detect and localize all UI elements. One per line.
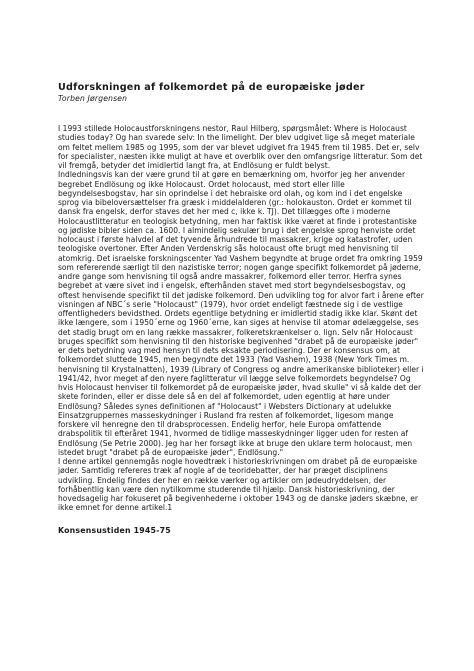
paragraph-scope: I denne artikel gennemgås nogle hovedtræk i historieskrivningen om drabet på de europæiske jøder. Samtidig refereres træk af nogle af de teoridebatter, der har præget disciplinens udvikling. Endelig findes der her en række værker og artikler om jødeudryddelsen, der forhåbentlig kan være den nytilkomme studerende til hjælp. Dansk historieskrivning, der hovedsagelig har fokuseret på begivenhederne i oktober 1943 og de danske jøders skæbne, er ikke emnet for denne artikel.1	[58, 457, 419, 513]
article-title: Udforskningen af folkemordet på de europæiske jøder	[58, 82, 365, 93]
section-heading: Konsensustiden 1945-75	[58, 525, 171, 535]
article-body	[58, 124, 424, 513]
paragraph-intro: I 1993 stillede Holocaustforskningens nestor, Raul Hilberg, spørgsmålet: Where is Holocaust studies today? Og han svarede selv: In the limelight. Der blev udgivet lige så meget materiale om feltet mellem 1985 og 1995, som der var blevet udgivet fra 1945 frem til 1985. Det er, selv for specialister, næsten ikke muligt at have et overblik over den omfangsrige litteratur. Som det vil fremgå, betyder det imidlertid langt fra, at Endlösung er fuldt belyst.	[58, 124, 423, 170]
article	[58, 82, 424, 536]
paragraph-terminology: Indledningsvis kan der være grund til at gøre en bemærkning om, hvorfor jeg her anvender begrebet Endlösung og ikke Holocaust. Ordet holocaust, med stort eller lille begyndelsesbogstav, har sin oprindelse i det hebraiske ord olah, og kom ind i det engelske sprog via bibeloversættelser fra græsk i middelalderen (gr.: holokauston. Ordet er kommet til dansk fra engelsk, derfor staves det her med c, ikke k. TJ). Det tillægges ofte i moderne Holocaustlitteratur en teologisk betydning, men har faktisk ikke været at finde i protestantiske og jødiske bibler siden ca. 1600. I almindelig sekulær brug i det engelske sprog henviste ordet holocaust i første halvdel af det tyvende århundrede til massakrer, krige og katastrofer, uden teologiske overtoner. Efter Anden Verdenskrig sås holocaust ofte brugt med henvisning til atomkrig. Det israelske forskningscenter Yad Vashem begyndte at bruge ordet fra omkring 1959 som refererende særligt til den nazistiske terror; nogen gange specifikt folkemordet på jøderne, andre gange som henvisning til også andre massakrer, folkemord eller terror. Herfra synes begrebet at være sivet ind i engelsk, efterhånden stavet med stort begyndelsesbogstav, og oftest henvisende specifikt til det jødiske folkemord. Den udvikling tog for alvor fart i årene efter visningen af NBC´s serie "Holocaust" (1979), hvor ordet endeligt fæstnede sig i de vestlige offentligheders bevidsthed. Ordets egentlige betydning er imidlertid stadig ikke klar. Skønt det ikke længere, som i 1950´erne og 1960´erne, kan siges at henvise til atomar ødelæggelse, ses det stadig brugt om en lang række massakrer, folkeretskrænkelser o. lign. Selv når Holocaust bruges specifikt som henvisning til den historiske begivenhed "drabet på de europæiske jøder" er dets betydning vag med hensyn til dets eksakte periodisering. Der er konsensus om, at folkemordet sluttede 1945, men begyndte det 1933 (Yad Vashem), 1938 (New York Times m. henvisning til Krystalnatten), 1939 (Library of Congress og andre amerikanske biblioteker) eller i 1941/42, hvor meget af den nyere faglitteratur vil lægge selve folkemordets begyndelse? Og hvis Holocaust henviser til folkemordet på de europæiske jøder, hvad skulle" vi så kalde det der skete forinden, eller er disse dele så en del af folkemordet, uden egentlig at høre under Endlösung? Således synes definitionen af "Holocaust" i Websters Dictionary at udelukke Einsatzgruppernes masseskydninger i Rusland fra resten af folkemordet, ligesom mange forskere vil henregne den til drabsprocessen. Endelig herfor, hele Europa omfattende drabspolitik til efteråret 1941, hvormed de tidlige masseskydninger ligger uden for resten af Endlösung (Se Petrie 2000). Jeg har her forsøgt ikke at bruge den uklare term holocaust, men istedet brugt "drabet på de europæiske jøder", Endlösung."	[58, 170, 424, 457]
article-author: Torben Jørgensen	[58, 94, 128, 103]
